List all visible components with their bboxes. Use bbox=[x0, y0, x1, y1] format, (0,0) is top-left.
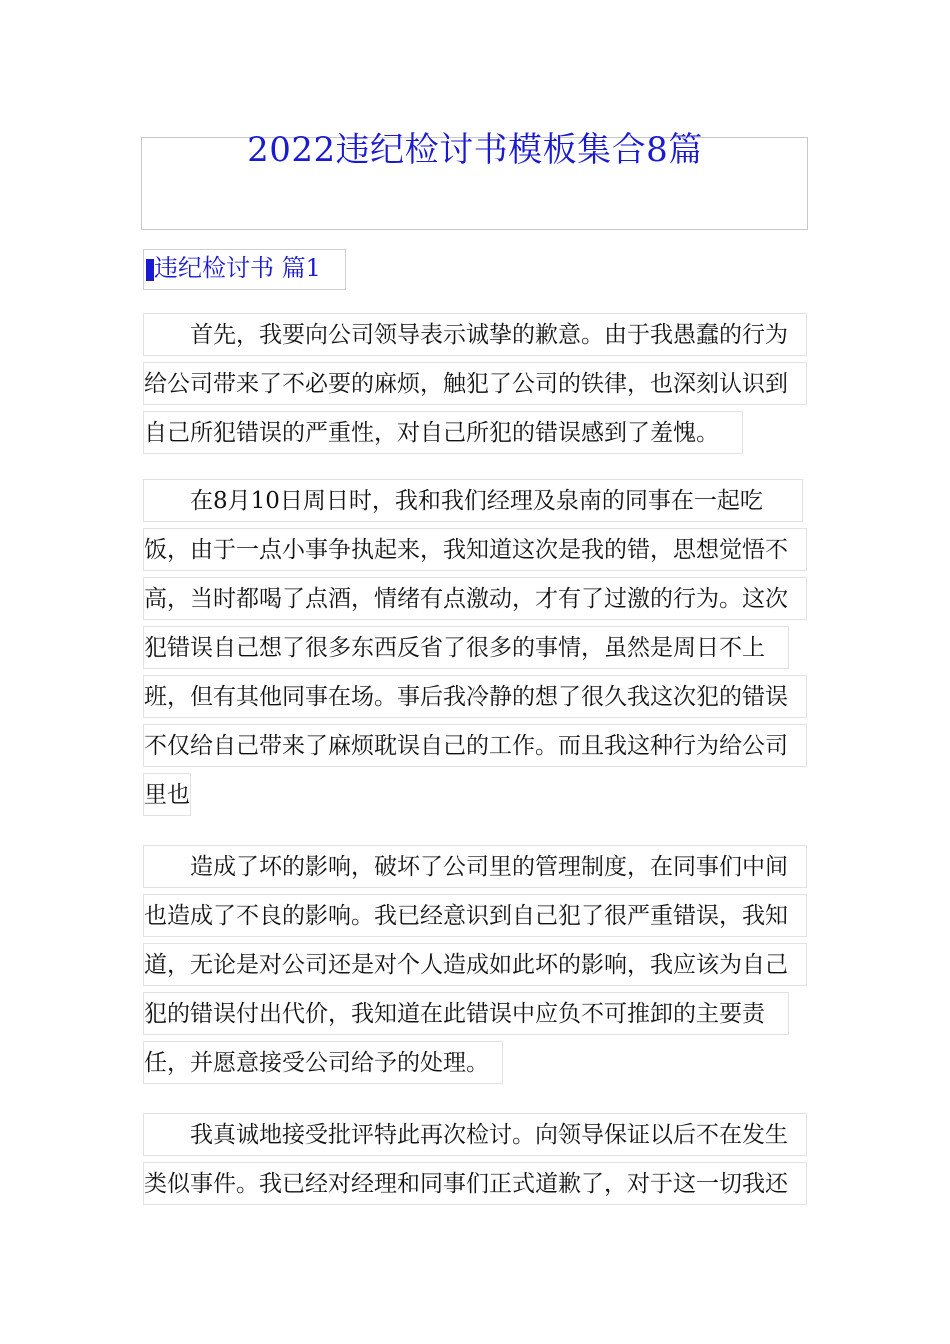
text-line: 班，但有其他同事在场。事后我冷静的想了很久我这次犯的错误 bbox=[143, 675, 807, 718]
text-line: 里也 bbox=[143, 773, 191, 816]
text-line: 饭，由于一点小事争执起来，我知道这次是我的错，思想觉悟不 bbox=[143, 528, 807, 571]
text-line: 道，无论是对公司还是对个人造成如此坏的影响，我应该为自己 bbox=[143, 943, 807, 986]
text-line: 类似事件。我已经对经理和同事们正式道歉了，对于这一切我还 bbox=[143, 1162, 807, 1205]
text-line: 给公司带来了不必要的麻烦，触犯了公司的铁律，也深刻认识到 bbox=[143, 362, 807, 405]
text-line: 高，当时都喝了点酒，情绪有点激动，才有了过激的行为。这次 bbox=[143, 577, 807, 620]
text-line: 不仅给自己带来了麻烦耽误自己的工作。而且我这种行为给公司 bbox=[143, 724, 807, 767]
document-title: 2022违纪检讨书模板集合8篇 bbox=[247, 130, 703, 170]
text-line: 首先，我要向公司领导表示诚挚的歉意。由于我愚蠢的行为 bbox=[143, 313, 807, 356]
text-line: 自己所犯错误的严重性，对自己所犯的错误感到了羞愧。 bbox=[143, 411, 743, 454]
text-line: 在8月10日周日时，我和我们经理及泉南的同事在一起吃 bbox=[143, 479, 803, 522]
text-line: 犯的错误付出代价，我知道在此错误中应负不可推卸的主要责 bbox=[143, 992, 789, 1035]
text-line: 我真诚地接受批评特此再次检讨。向领导保证以后不在发生 bbox=[143, 1113, 807, 1156]
text-line: 也造成了不良的影响。我已经意识到自己犯了很严重错误，我知 bbox=[143, 894, 807, 937]
text-line: 任，并愿意接受公司给予的处理。 bbox=[143, 1041, 503, 1084]
text-line: 造成了坏的影响，破坏了公司里的管理制度，在同事们中间 bbox=[143, 845, 807, 888]
section-heading: 违纪检讨书 篇1 bbox=[154, 254, 321, 282]
heading-marker-icon bbox=[146, 259, 154, 281]
text-line: 犯错误自己想了很多东西反省了很多的事情，虽然是周日不上 bbox=[143, 626, 789, 669]
